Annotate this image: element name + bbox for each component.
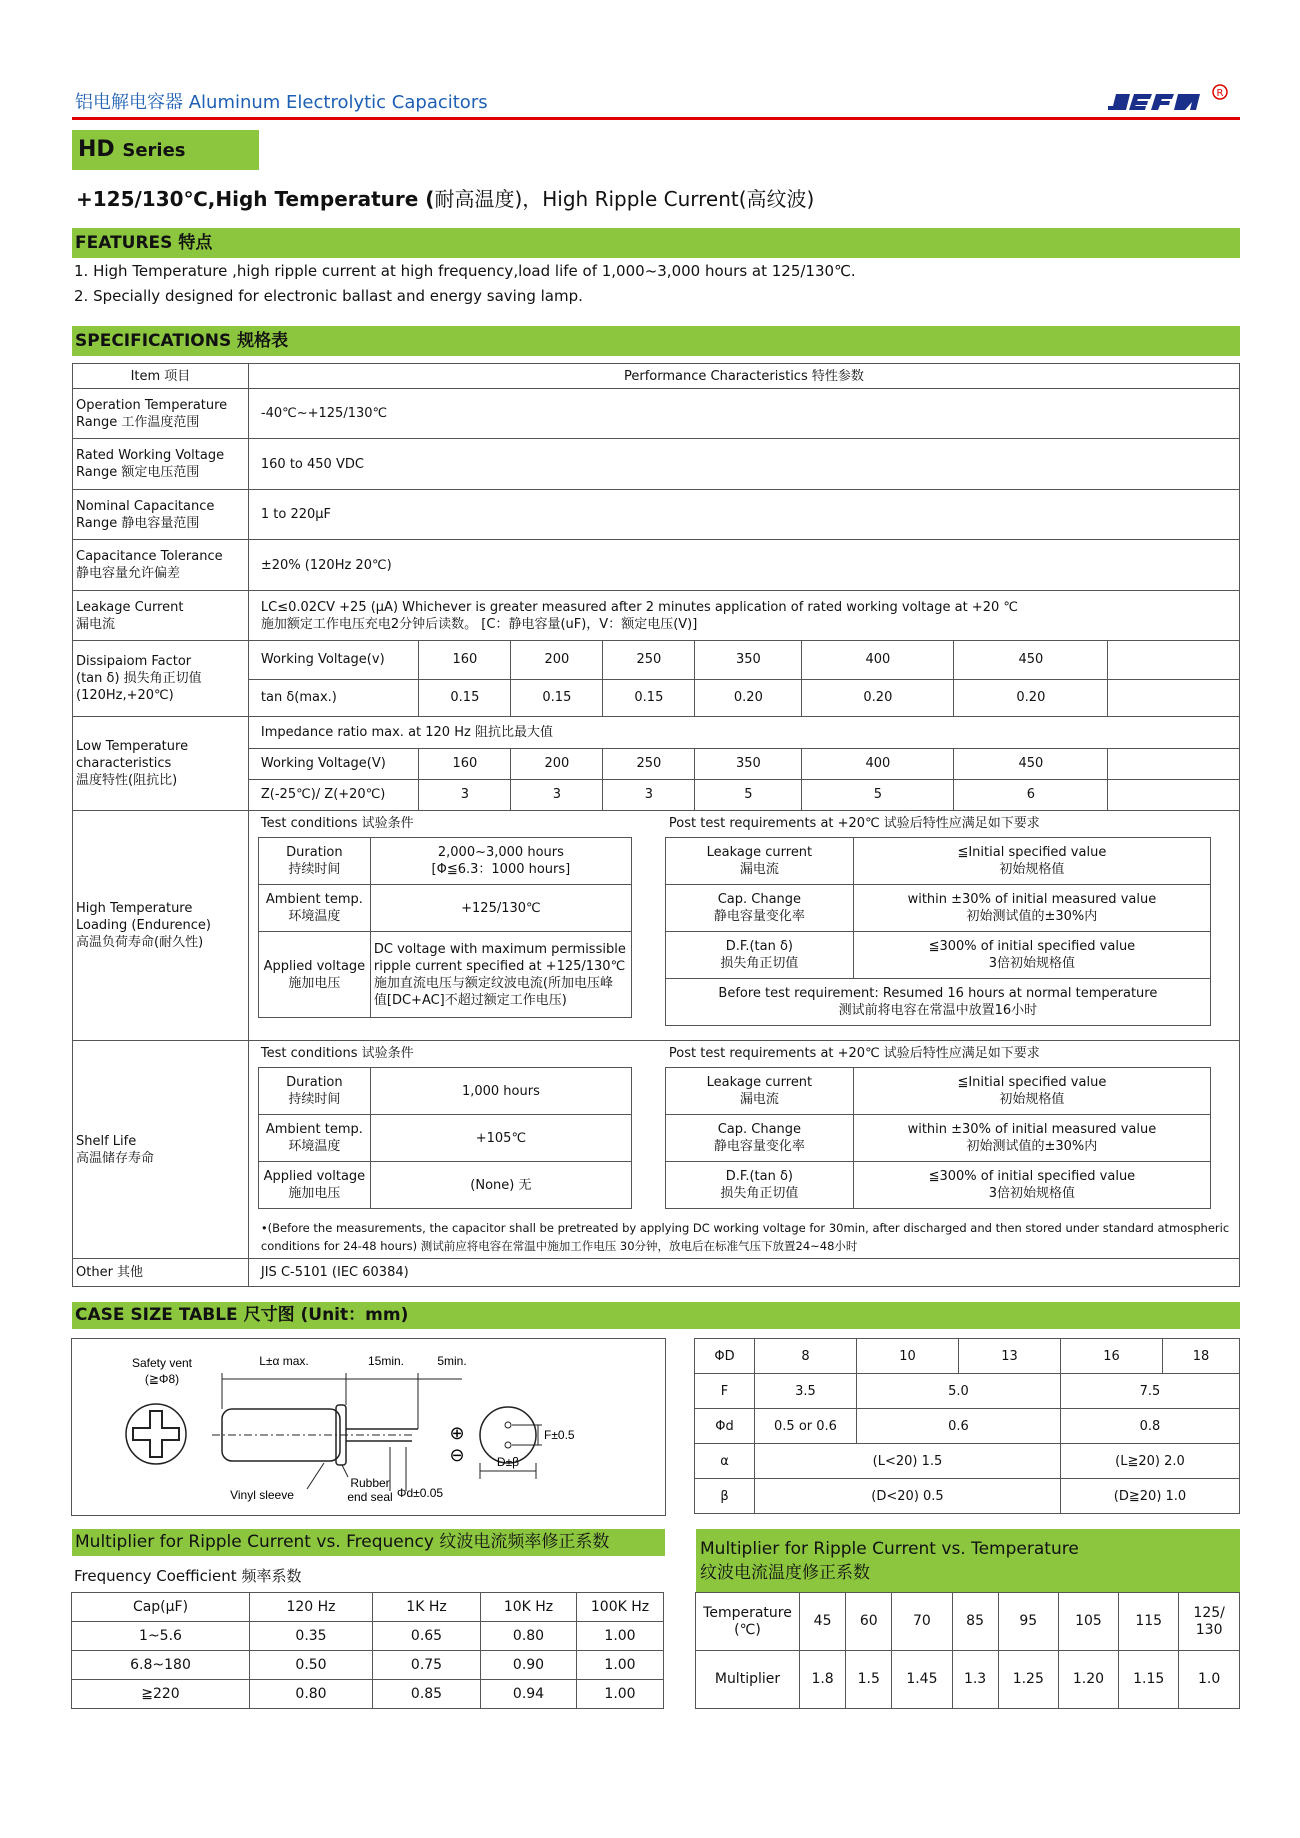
rt-temp: 115 — [1119, 1593, 1179, 1651]
shelf-cap-value: within ±30% of initial measured value 初始测试值的±30%内 — [853, 1115, 1210, 1162]
end-before-value: Before test requirement: Resumed 16 hours at normal temperature 测试前将电容在常温中放置16小时 — [665, 979, 1210, 1026]
safety-vent-size: (≧Φ8) — [144, 1372, 180, 1386]
rf-cell: 0.85 — [373, 1680, 481, 1709]
rt-mult: 1.5 — [846, 1651, 892, 1709]
shelf-ambient-value: +105℃ — [370, 1115, 631, 1162]
end-cap-value: within ±30% of initial measured value 初始测试值的±30%内 — [853, 885, 1210, 932]
df-empty — [1108, 679, 1239, 716]
lowtemp-cell — [248, 717, 1239, 811]
f-value: 5.0 — [857, 1374, 1061, 1409]
shelf-label: Shelf Life 高温储存寿命 — [73, 1041, 249, 1259]
shelf-conditions-table — [258, 1067, 632, 1209]
other-label: Other 其他 — [73, 1259, 249, 1287]
shelf-test-conditions: Test conditions 试验条件 — [260, 1046, 414, 1061]
ripple-freq-table — [71, 1592, 664, 1709]
shelf-df-value: ≦300% of initial specified value 3倍初始规格值 — [853, 1162, 1210, 1209]
endurance-label: High Temperature Loading (Endurence) 高温负荷寿命(耐久性) — [73, 811, 249, 1041]
phiD-value: 10 — [857, 1339, 959, 1374]
endurance-test-conditions: Test conditions 试验条件 — [260, 816, 414, 831]
lt-z: 3 — [511, 779, 603, 810]
features-heading: FEATURES 特点 — [72, 228, 1240, 258]
rf-cell: 1.00 — [577, 1622, 664, 1651]
phid-value: 0.6 — [857, 1409, 1061, 1444]
min5-label: 5min. — [437, 1354, 467, 1368]
rf-cell: 6.8~180 — [72, 1651, 250, 1680]
rf-cell: 0.50 — [250, 1651, 373, 1680]
f-value: 3.5 — [755, 1374, 857, 1409]
header-title: 铝电解电容器 Aluminum Electrolytic Capacitors — [75, 92, 488, 113]
lt-z: 3 — [603, 779, 695, 810]
rt-temp: 70 — [892, 1593, 952, 1651]
df-voltage: 400 — [802, 641, 954, 679]
feature-item-1: 1. High Temperature ,high ripple current at high frequency,load life of 1,000~3,000 hours at 125/130℃. — [74, 262, 856, 280]
rf-header: 1K Hz — [373, 1593, 481, 1622]
series-name: HD — [78, 137, 115, 162]
series-title — [72, 130, 259, 170]
rf-header: 120 Hz — [250, 1593, 373, 1622]
end-ambient-value: +125/130℃ — [370, 885, 631, 932]
rf-cell: ≧220 — [72, 1680, 250, 1709]
op-temp-label: Operation Temperature Range 工作温度范围 — [73, 389, 249, 439]
endurance-conditions-table — [258, 837, 632, 1018]
lt-z: 5 — [802, 779, 954, 810]
rt-mult: 1.25 — [998, 1651, 1058, 1709]
phiD-value: 18 — [1163, 1339, 1240, 1374]
end-applied-label: Applied voltage 施加电压 — [258, 932, 370, 1018]
rf-cell: 1.00 — [577, 1651, 664, 1680]
end-leak-value: ≦Initial specified value 初始规格值 — [853, 838, 1210, 885]
f-value: 7.5 — [1061, 1374, 1240, 1409]
ripple-temp-table — [695, 1592, 1240, 1709]
phiD-value: 13 — [959, 1339, 1061, 1374]
shelf-leak-label: Leakage current 漏电流 — [665, 1068, 853, 1115]
op-temp-value: -40℃~+125/130℃ — [248, 389, 1239, 439]
voltage-label: Rated Working Voltage Range 额定电压范围 — [73, 439, 249, 490]
other-value: JIS C-5101 (IEC 60384) — [248, 1259, 1239, 1287]
rt-mult: 1.3 — [952, 1651, 998, 1709]
end-duration-value: 2,000~3,000 hours [Φ≦6.3：1000 hours] — [370, 838, 631, 885]
beta-value: (D≧20) 1.0 — [1061, 1479, 1240, 1514]
rt-temp: 85 — [952, 1593, 998, 1651]
tolerance-label: Capacitance Tolerance 静电容量允许偏差 — [73, 540, 249, 591]
phiD-value: 16 — [1061, 1339, 1163, 1374]
rubber-label: Rubber — [350, 1476, 390, 1490]
f-label: F±0.5 — [544, 1428, 575, 1442]
shelf-applied-value: (None) 无 — [370, 1162, 631, 1209]
shelf-cap-label: Cap. Change 静电容量变化率 — [665, 1115, 853, 1162]
end-df-label: D.F.(tan δ) 损失角正切值 — [665, 932, 853, 979]
lt-z-label: Z(-25℃)/ Z(+20℃) — [249, 779, 419, 810]
rf-cell: 0.35 — [250, 1622, 373, 1651]
rf-header: 100K Hz — [577, 1593, 664, 1622]
alpha-value: (L<20) 1.5 — [755, 1444, 1061, 1479]
rf-cell: 0.94 — [481, 1680, 577, 1709]
rf-cell: 0.90 — [481, 1651, 577, 1680]
tolerance-value: ±20% (120Hz 20℃) — [248, 540, 1239, 591]
rt-temp-label: Temperature (℃) — [696, 1593, 800, 1651]
lead-hole-top — [505, 1422, 511, 1428]
shelf-applied-label: Applied voltage 施加电压 — [258, 1162, 370, 1209]
lt-z: 5 — [695, 779, 802, 810]
lt-voltage: 350 — [695, 748, 802, 779]
ripple-temp-heading: Multiplier for Ripple Current vs. Temperature 纹波电流温度修正系数 — [696, 1529, 1240, 1593]
rt-temp: 105 — [1058, 1593, 1118, 1651]
df-empty — [1108, 641, 1239, 679]
shelf-post-test: Post test requirements at +20℃ 试验后特性应满足如下要求 — [668, 1046, 1040, 1061]
shelf-note: •(Before the measurements, the capacitor shall be pretreated by applying DC working voltage for 30min, after discharged and then stored under standard atmospheric conditions for 24-48 hours) 测试前应将电容在常温中施加工作电压 30分钟，放电后在标准气压下放置24~48小时 — [260, 1221, 1230, 1253]
df-tan: 0.20 — [695, 679, 802, 716]
df-table — [249, 641, 1239, 716]
vinyl-label: Vinyl sleeve — [230, 1488, 294, 1502]
rt-temp: 60 — [846, 1593, 892, 1651]
phiD-value: 8 — [755, 1339, 857, 1374]
rf-cell: 1~5.6 — [72, 1622, 250, 1651]
vent-circle — [126, 1404, 186, 1464]
company-logo — [1108, 82, 1238, 118]
specifications-heading: SPECIFICATIONS 规格表 — [72, 326, 1240, 356]
lt-voltage: 400 — [802, 748, 954, 779]
f-row-label: F — [695, 1374, 755, 1409]
rt-temp: 125/ 130 — [1179, 1593, 1240, 1651]
phiD-label: ΦD — [695, 1339, 755, 1374]
vent-cross-icon — [133, 1411, 179, 1457]
rf-header: Cap(μF) — [72, 1593, 250, 1622]
rf-cell: 0.75 — [373, 1651, 481, 1680]
l-max-label: L±α max. — [259, 1354, 309, 1368]
df-tan: 0.20 — [954, 679, 1108, 716]
col-performance-header: Performance Characteristics 特性参数 — [248, 364, 1239, 389]
ripple-freq-heading: Multiplier for Ripple Current vs. Frequency 纹波电流频率修正系数 — [72, 1529, 665, 1556]
endurance-post-test: Post test requirements at +20℃ 试验后特性应满足如下要求 — [668, 816, 1040, 831]
lt-z: 3 — [419, 779, 511, 810]
lt-voltage: 250 — [603, 748, 695, 779]
rt-mult: 1.20 — [1058, 1651, 1118, 1709]
alpha-label: α — [695, 1444, 755, 1479]
capacitor-drawing — [72, 1339, 665, 1515]
min15-label: 15min. — [367, 1354, 405, 1368]
db-label: D±β — [496, 1455, 520, 1469]
lowtemp-label: Low Temperature characteristics 温度特性(阻抗比) — [73, 717, 249, 811]
df-voltage: 160 — [419, 641, 511, 679]
df-voltage: 250 — [603, 641, 695, 679]
end-ambient-label: Ambient temp. 环境温度 — [258, 885, 370, 932]
leakage-value: LC≤0.02CV +25 (μA) Whichever is greater measured after 2 minutes application of rated working voltage at +20 ℃ 施加额定工作电压充电2分钟后读数。 [C：静电容量(uF)，V：额定电压(V)] — [248, 591, 1239, 641]
svg-text:R: R — [1216, 88, 1224, 99]
subtitle-bold: +125/130℃,High Temperature ( — [76, 187, 435, 211]
rf-cell: 1.00 — [577, 1680, 664, 1709]
df-tan: 0.15 — [511, 679, 603, 716]
case-size-heading: CASE SIZE TABLE 尺寸图 (Unit：mm) — [72, 1302, 1240, 1329]
lt-voltage: 160 — [419, 748, 511, 779]
col-item-header: Item 项目 — [73, 364, 249, 389]
rt-mult: 1.8 — [800, 1651, 846, 1709]
lt-voltage-label: Working Voltage(V) — [249, 748, 419, 779]
rubber-label-2: end seal — [347, 1490, 393, 1504]
shelf-leak-value: ≦Initial specified value 初始规格值 — [853, 1068, 1210, 1115]
series-subtitle — [76, 183, 814, 212]
df-voltage: 200 — [511, 641, 603, 679]
endurance-cell — [248, 811, 1239, 1041]
df-label: Dissipaiom Factor (tan δ) 损失角正切值 (120Hz,+20℃) — [73, 641, 249, 717]
shelf-ambient-label: Ambient temp. 环境温度 — [258, 1115, 370, 1162]
rf-header: 10K Hz — [481, 1593, 577, 1622]
rt-temp: 95 — [998, 1593, 1058, 1651]
series-suffix: Series — [122, 140, 186, 161]
df-tan: 0.20 — [802, 679, 954, 716]
end-applied-value: DC voltage with maximum permissible ripple current specified at +125/130℃ 施加直流电压与额定纹波电流(所加电压峰 值[DC+AC]不超过额定工作电压) — [370, 932, 631, 1018]
rt-mult: 1.15 — [1119, 1651, 1179, 1709]
shelf-duration-label: Duration 持续时间 — [258, 1068, 370, 1115]
endurance-requirements-table — [665, 837, 1211, 1026]
feature-item-2: 2. Specially designed for electronic ballast and energy saving lamp. — [74, 287, 583, 305]
rt-mult: 1.45 — [892, 1651, 952, 1709]
dimension-diagram — [71, 1338, 666, 1516]
end-df-value: ≦300% of initial specified value 3倍初始规格值 — [853, 932, 1210, 979]
rf-cell: 0.80 — [481, 1622, 577, 1651]
df-tan-label: tan δ(max.) — [249, 679, 419, 716]
phid-row-label: Φd — [695, 1409, 755, 1444]
specifications-table — [72, 363, 1240, 1287]
lt-voltage: 200 — [511, 748, 603, 779]
subtitle-rest: 耐高温度)，High Ripple Current(高纹波) — [434, 187, 815, 211]
df-voltage: 450 — [954, 641, 1108, 679]
capacitance-value: 1 to 220μF — [248, 490, 1239, 540]
rt-temp: 45 — [800, 1593, 846, 1651]
shelf-cell — [248, 1041, 1239, 1259]
shelf-requirements-table — [665, 1067, 1211, 1209]
phid-value: 0.8 — [1061, 1409, 1240, 1444]
leakage-label: Leakage Current 漏电流 — [73, 591, 249, 641]
beta-label: β — [695, 1479, 755, 1514]
shelf-df-label: D.F.(tan δ) 损失角正切值 — [665, 1162, 853, 1209]
minus-icon: ⊖ — [449, 1445, 465, 1465]
plus-icon: ⊕ — [449, 1423, 465, 1443]
capacitance-label: Nominal Capacitance Range 静电容量范围 — [73, 490, 249, 540]
voltage-value: 160 to 450 VDC — [248, 439, 1239, 490]
alpha-value: (L≧20) 2.0 — [1061, 1444, 1240, 1479]
df-voltage-label: Working Voltage(v) — [249, 641, 419, 679]
phid-label: Φd±0.05 — [396, 1486, 444, 1500]
end-duration-label: Duration 持续时间 — [258, 838, 370, 885]
end-cap-label: Cap. Change 静电容量变化率 — [665, 885, 853, 932]
phid-value: 0.5 or 0.6 — [755, 1409, 857, 1444]
impedance-title: Impedance ratio max. at 120 Hz 阻抗比最大值 — [249, 717, 1239, 748]
lead-hole-bottom — [505, 1442, 511, 1448]
df-tan: 0.15 — [603, 679, 695, 716]
rt-mult: 1.0 — [1179, 1651, 1240, 1709]
safety-vent-label: Safety vent — [131, 1356, 193, 1370]
end-leak-label: Leakage current 漏电流 — [665, 838, 853, 885]
header-divider — [72, 117, 1240, 120]
lt-empty — [1108, 748, 1239, 779]
case-size-table — [694, 1338, 1240, 1514]
rt-mult-label: Multiplier — [696, 1651, 800, 1709]
rf-cell: 0.65 — [373, 1622, 481, 1651]
lowtemp-table — [249, 717, 1239, 810]
lt-empty — [1108, 779, 1239, 810]
ripple-freq-subheading: Frequency Coefficient 频率系数 — [74, 1567, 302, 1585]
shelf-duration-value: 1,000 hours — [370, 1068, 631, 1115]
rf-cell: 0.80 — [250, 1680, 373, 1709]
lt-voltage: 450 — [954, 748, 1108, 779]
df-tan: 0.15 — [419, 679, 511, 716]
df-cell — [248, 641, 1239, 717]
beta-value: (D<20) 0.5 — [755, 1479, 1061, 1514]
lt-z: 6 — [954, 779, 1108, 810]
df-voltage: 350 — [695, 641, 802, 679]
